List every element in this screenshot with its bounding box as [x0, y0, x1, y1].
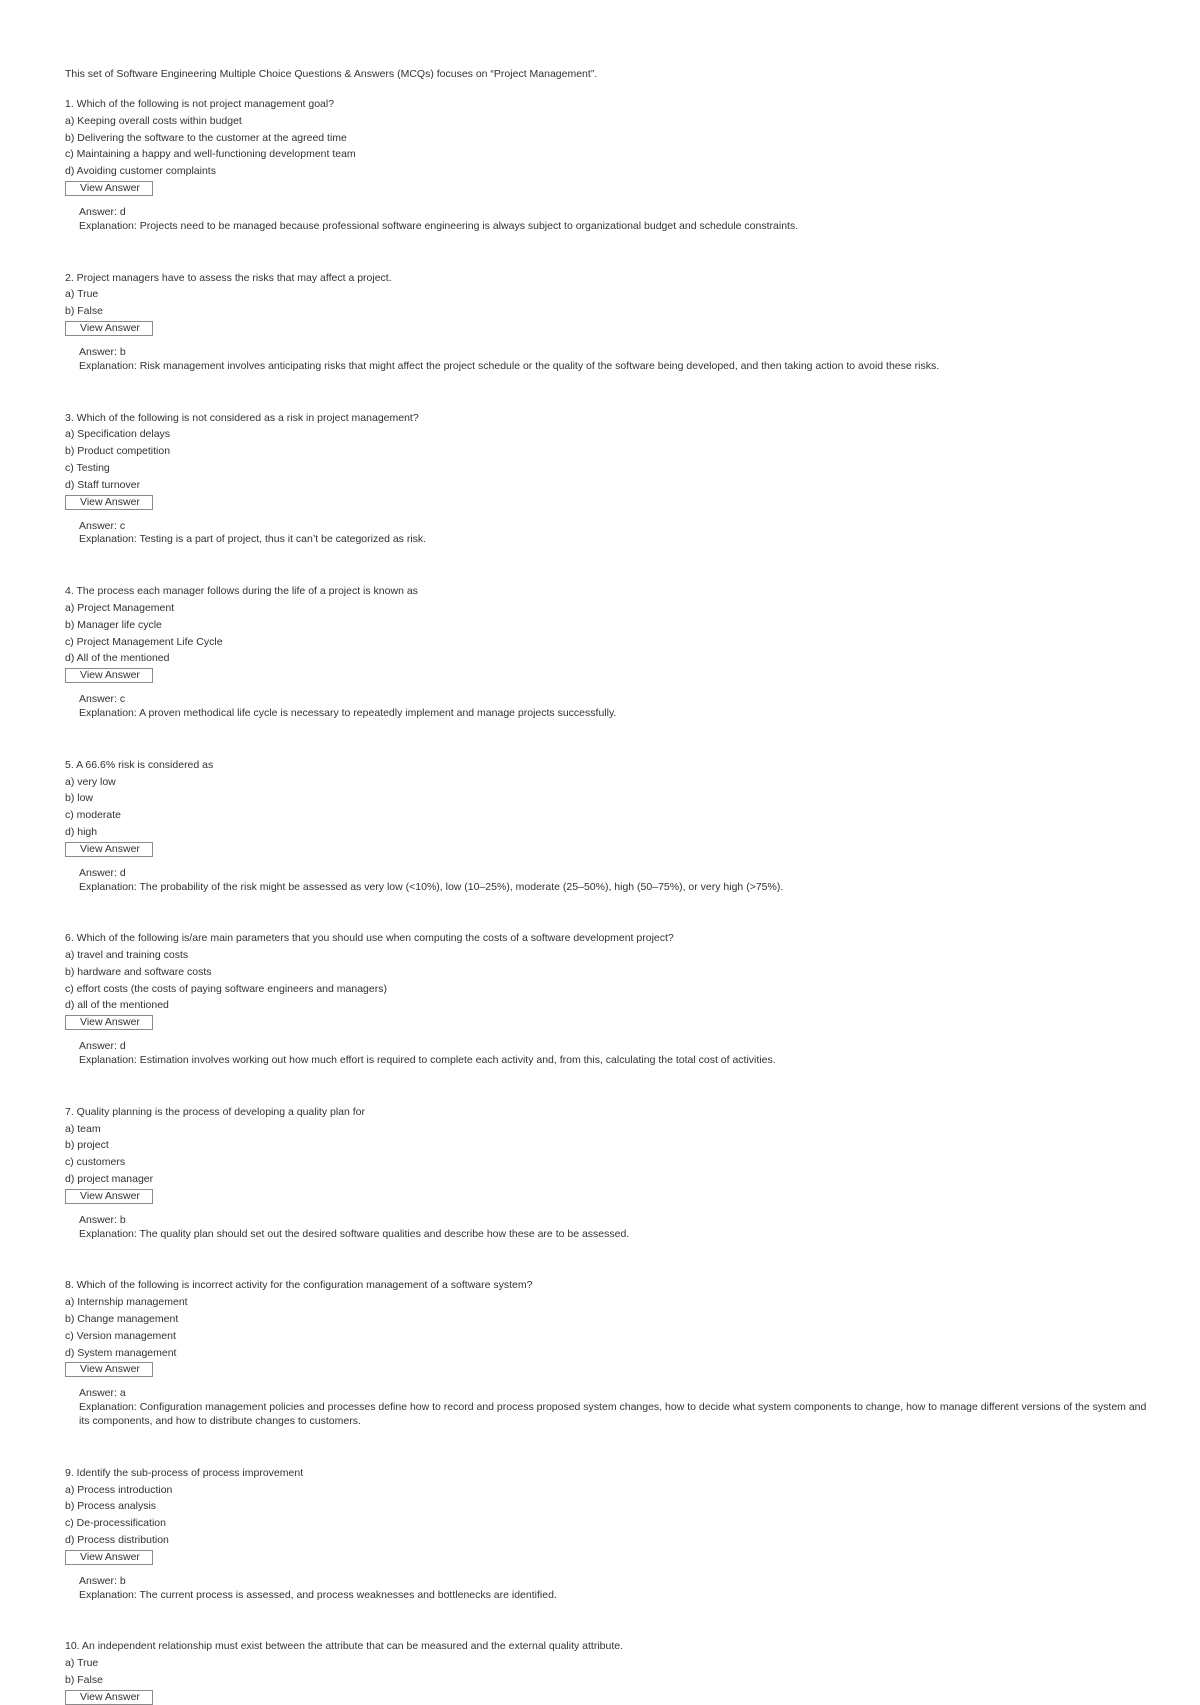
explanation-text: Explanation: The quality plan should set out the desired software qualities and describe how these are to be assessed.	[79, 1227, 630, 1240]
answer-block	[79, 346, 1145, 374]
option-c: c) Testing	[65, 461, 110, 474]
option-d: d) all of the mentioned	[65, 999, 169, 1012]
option-a: a) travel and training costs	[65, 949, 189, 962]
answer-block	[79, 1575, 1145, 1603]
question-7	[65, 1104, 1145, 1242]
option-a: a) very low	[65, 775, 116, 788]
option-c: c) De-processification	[65, 1517, 166, 1530]
option-b: b) hardware and software costs	[65, 965, 212, 978]
option-a: a) Process introduction	[65, 1483, 173, 1496]
explanation-text: Explanation: Projects need to be managed because professional software engineering is always subject to organizational budget and schedule constraints.	[79, 219, 799, 232]
view-answer-button[interactable]: View Answer	[65, 321, 153, 336]
answer-text: Answer: d	[79, 1040, 126, 1053]
option-d: d) high	[65, 825, 98, 838]
question-8	[65, 1277, 1145, 1428]
option-b: b) Delivering the software to the customer at the agreed time	[65, 131, 347, 144]
question-9	[65, 1465, 1145, 1603]
option-a: a) True	[65, 288, 99, 301]
explanation-text: Explanation: The current process is assessed, and process weaknesses and bottlenecks are identified.	[79, 1588, 557, 1601]
answer-block	[79, 1214, 1145, 1242]
option-a: a) True	[65, 1657, 99, 1670]
option-b: b) Change management	[65, 1313, 179, 1326]
question-3	[65, 410, 1145, 548]
question-text: 6. Which of the following is/are main parameters that you should use when computing the costs of a software development project?	[65, 932, 674, 945]
view-answer-button[interactable]: View Answer	[65, 668, 153, 683]
explanation-text: Explanation: Configuration management policies and processes define how to record and process proposed system changes, how to decide what system components to change, how to manage different versions of the system and its components, and how to distribute changes to customers.	[79, 1401, 1147, 1428]
question-text: 10. An independent relationship must exist between the attribute that can be measured and the external quality attribute.	[65, 1640, 624, 1653]
option-b: b) Product competition	[65, 445, 171, 458]
option-b: b) False	[65, 1674, 103, 1686]
answer-text: Answer: b	[79, 345, 126, 358]
explanation-text: Explanation: The probability of the risk might be assessed as very low (<10%), low (10–25%), moderate (25–50%), high (50–75%), or very high (>75%).	[79, 880, 784, 893]
question-text: 7. Quality planning is the process of developing a quality plan for	[65, 1105, 366, 1118]
view-answer-button[interactable]: View Answer	[65, 1550, 153, 1565]
option-b: b) low	[65, 792, 94, 805]
question-text: 8. Which of the following is incorrect activity for the configuration management of a software system?	[65, 1279, 533, 1292]
answer-text: Answer: d	[79, 205, 126, 218]
answer-text: Answer: b	[79, 1574, 126, 1587]
option-c: c) customers	[65, 1156, 126, 1169]
answer-block	[79, 867, 1145, 895]
view-answer-button[interactable]: View Answer	[65, 181, 153, 196]
explanation-text: Explanation: Testing is a part of project, thus it can’t be categorized as risk.	[79, 533, 427, 546]
answer-block	[79, 206, 1145, 234]
question-text: 3. Which of the following is not considered as a risk in project management?	[65, 411, 419, 424]
option-c: c) Version management	[65, 1329, 176, 1342]
answer-block	[79, 693, 1145, 721]
option-a: a) Specification delays	[65, 428, 171, 441]
option-a: a) Project Management	[65, 601, 175, 614]
view-answer-button[interactable]: View Answer	[65, 1690, 153, 1705]
question-5	[65, 757, 1145, 895]
view-answer-button[interactable]: View Answer	[65, 1015, 153, 1030]
answer-text: Answer: b	[79, 1213, 126, 1226]
option-c: c) Maintaining a happy and well-functioning development team	[65, 148, 356, 161]
option-c: c) moderate	[65, 809, 122, 822]
view-answer-button[interactable]: View Answer	[65, 842, 153, 857]
question-text: 5. A 66.6% risk is considered as	[65, 758, 214, 771]
answer-text: Answer: c	[79, 693, 126, 706]
option-d: d) All of the mentioned	[65, 652, 170, 665]
question-2	[65, 270, 1145, 374]
option-d: d) Avoiding customer complaints	[65, 165, 216, 178]
view-answer-button[interactable]: View Answer	[65, 1189, 153, 1204]
option-b: b) Manager life cycle	[65, 618, 162, 631]
option-a: a) Internship management	[65, 1296, 188, 1309]
option-b: b) Process analysis	[65, 1500, 157, 1513]
option-b: b) False	[65, 305, 103, 318]
question-6	[65, 930, 1145, 1068]
question-4	[65, 583, 1145, 721]
answer-block	[79, 520, 1145, 548]
explanation-text: Explanation: Risk management involves anticipating risks that might affect the project schedule or the quality of the software being developed, and then taking action to avoid these risks.	[79, 359, 940, 372]
explanation-text: Explanation: Estimation involves working out how much effort is required to complete each activity and, from this, calculating the total cost of activities.	[79, 1054, 776, 1067]
question-10	[65, 1638, 1145, 1704]
option-c: c) effort costs (the costs of paying software engineers and managers)	[65, 982, 387, 995]
answer-block	[79, 1040, 1145, 1068]
option-d: d) System management	[65, 1346, 177, 1359]
option-a: a) Keeping overall costs within budget	[65, 114, 242, 127]
option-b: b) project	[65, 1139, 109, 1152]
mcq-document	[65, 67, 1145, 1705]
option-d: d) project manager	[65, 1173, 154, 1186]
question-text: 1. Which of the following is not project management goal?	[65, 98, 335, 110]
question-1	[65, 96, 1145, 234]
explanation-text: Explanation: A proven methodical life cycle is necessary to repeatedly implement and manage projects successfully.	[79, 706, 617, 719]
intro-text: This set of Software Engineering Multiple Choice Questions & Answers (MCQs) focuses on “Project Management”.	[65, 68, 598, 80]
answer-text: Answer: c	[79, 519, 126, 532]
option-d: d) Process distribution	[65, 1534, 169, 1547]
question-text: 2. Project managers have to assess the risks that may affect a project.	[65, 271, 392, 284]
option-d: d) Staff turnover	[65, 478, 141, 491]
answer-text: Answer: d	[79, 866, 126, 879]
answer-text: Answer: a	[79, 1387, 126, 1400]
view-answer-button[interactable]: View Answer	[65, 1362, 153, 1377]
option-a: a) team	[65, 1122, 101, 1135]
question-text: 9. Identify the sub-process of process improvement	[65, 1466, 304, 1479]
question-text: 4. The process each manager follows during the life of a project is known as	[65, 585, 418, 598]
view-answer-button[interactable]: View Answer	[65, 495, 153, 510]
answer-block	[79, 1387, 1145, 1428]
option-c: c) Project Management Life Cycle	[65, 635, 223, 648]
